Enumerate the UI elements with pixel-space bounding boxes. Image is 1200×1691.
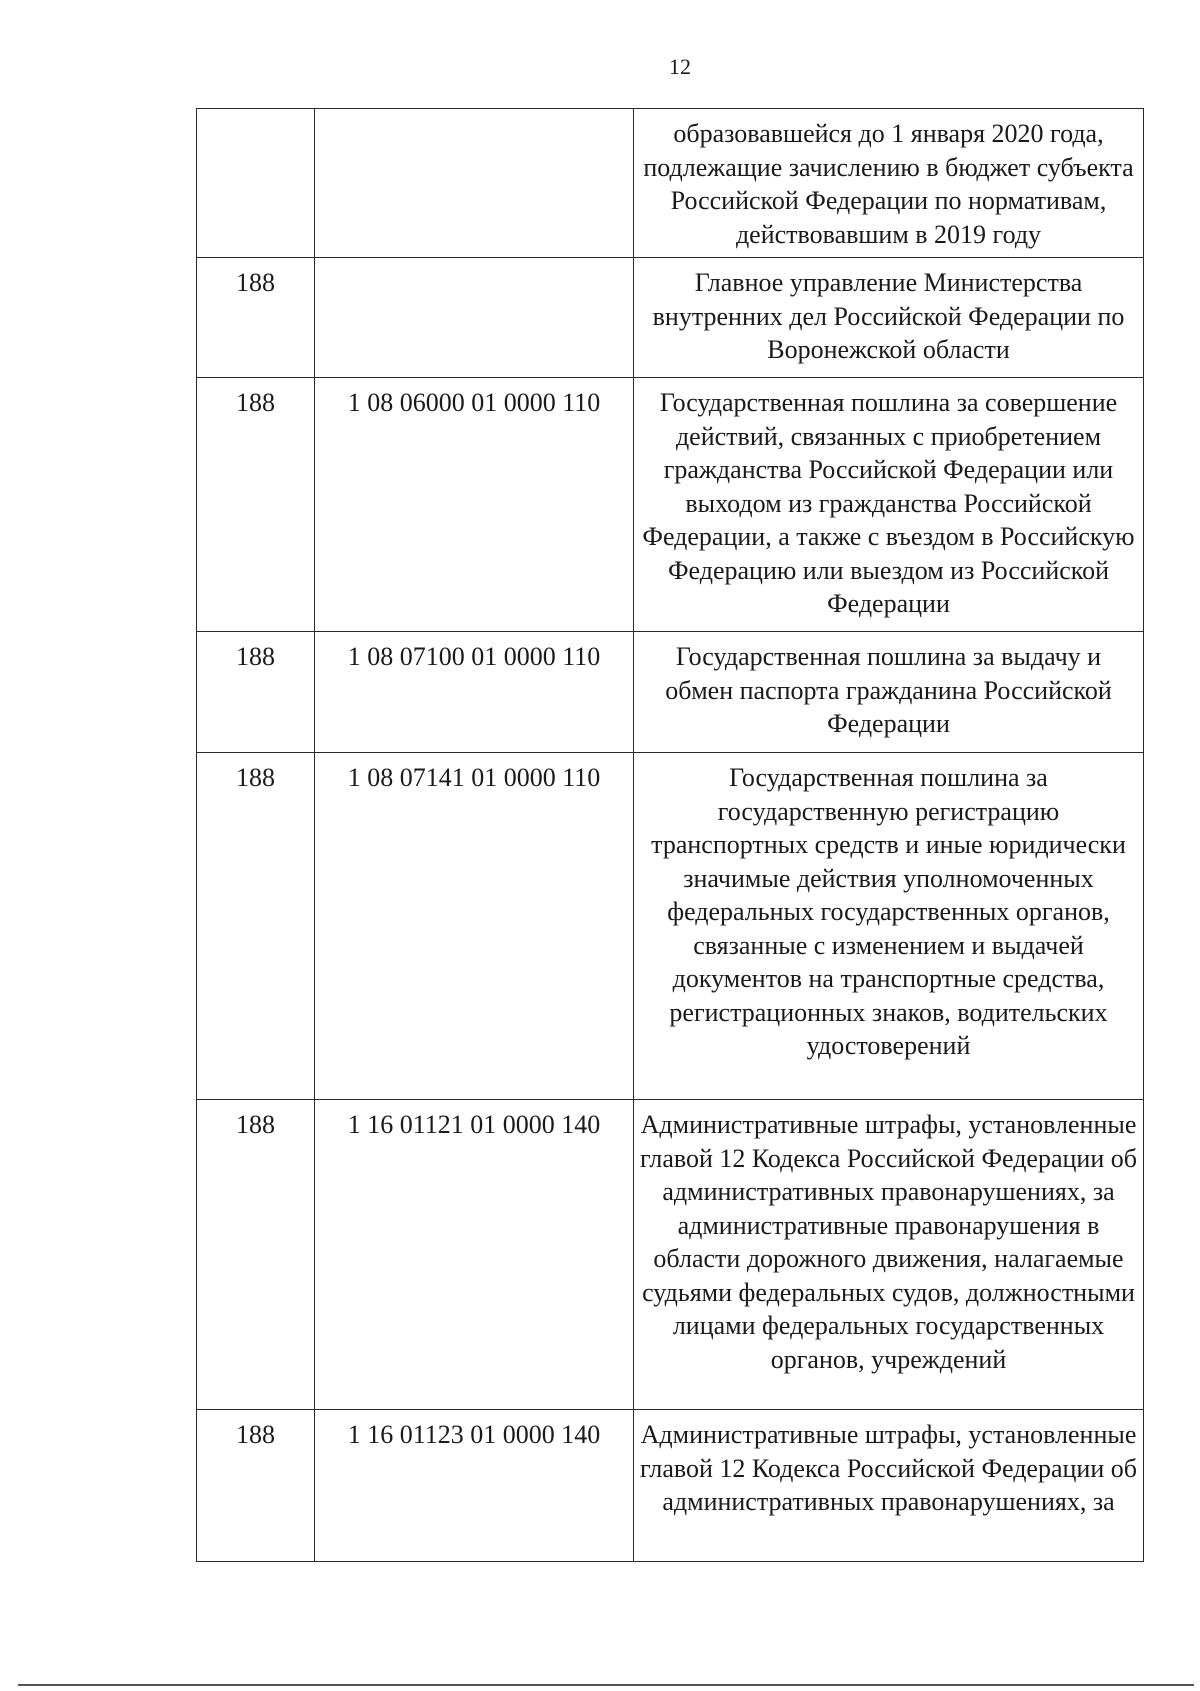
admin-code-cell: 188 — [197, 258, 315, 378]
table-row — [197, 378, 1144, 632]
budget-code-cell: 1 16 01121 01 0000 140 — [315, 1100, 634, 1410]
revenue-name-cell: Государственная пошлина за совершение действий, связанных с приобретением гражданства Российской Федерации или выходом из гражданства Российской Федерации, а также с въездом в Российскую Федерацию или выездом из Российской Федерации — [634, 378, 1144, 632]
table-row — [197, 258, 1144, 378]
budget-code-cell — [315, 258, 634, 378]
admin-code-cell: 188 — [197, 753, 315, 1100]
budget-code-cell: 1 16 01123 01 0000 140 — [315, 1410, 634, 1562]
table-row — [197, 109, 1144, 258]
table-row — [197, 1410, 1144, 1562]
revenue-name-cell: Государственная пошлина за государственную регистрацию транспортных средств и иные юридически значимые действия уполномоченных федеральных государственных органов, связанные с изменением и выдачей документов на транспортные средства, регистрационных знаков, водительских удостоверений — [634, 753, 1144, 1100]
revenue-name-cell: Государственная пошлина за выдачу и обмен паспорта гражданина Российской Федерации — [634, 632, 1144, 753]
budget-code-cell: 1 08 07100 01 0000 110 — [315, 632, 634, 753]
admin-code-cell: 188 — [197, 1100, 315, 1410]
admin-code-cell: 188 — [197, 1410, 315, 1562]
revenue-name-cell: Главное управление Министерства внутренних дел Российской Федерации по Воронежской области — [634, 258, 1144, 378]
page-number: 12 — [669, 54, 691, 79]
revenue-name-cell: Административные штрафы, установленные главой 12 Кодекса Российской Федерации об административных правонарушениях, за — [634, 1410, 1144, 1562]
admin-code-cell — [197, 109, 315, 258]
budget-code-cell: 1 08 06000 01 0000 110 — [315, 378, 634, 632]
revenue-name-cell: Административные штрафы, установленные главой 12 Кодекса Российской Федерации об административных правонарушениях, за административные правонарушения в области дорожного движения, налагаемые судьями федеральных судов, должностными лицами федеральных государственных органов, учреждений — [634, 1100, 1144, 1410]
table-row — [197, 1100, 1144, 1410]
budget-code-cell — [315, 109, 634, 258]
revenue-name-cell: образовавшейся до 1 января 2020 года, подлежащие зачислению в бюджет субъекта Российской Федерации по нормативам, действовавшим в 2019 году — [634, 109, 1144, 258]
revenue-codes-table — [196, 108, 1144, 1562]
page-bottom-rule — [18, 1684, 1194, 1686]
budget-code-cell: 1 08 07141 01 0000 110 — [315, 753, 634, 1100]
admin-code-cell: 188 — [197, 632, 315, 753]
table-row — [197, 753, 1144, 1100]
admin-code-cell: 188 — [197, 378, 315, 632]
table-row — [197, 632, 1144, 753]
